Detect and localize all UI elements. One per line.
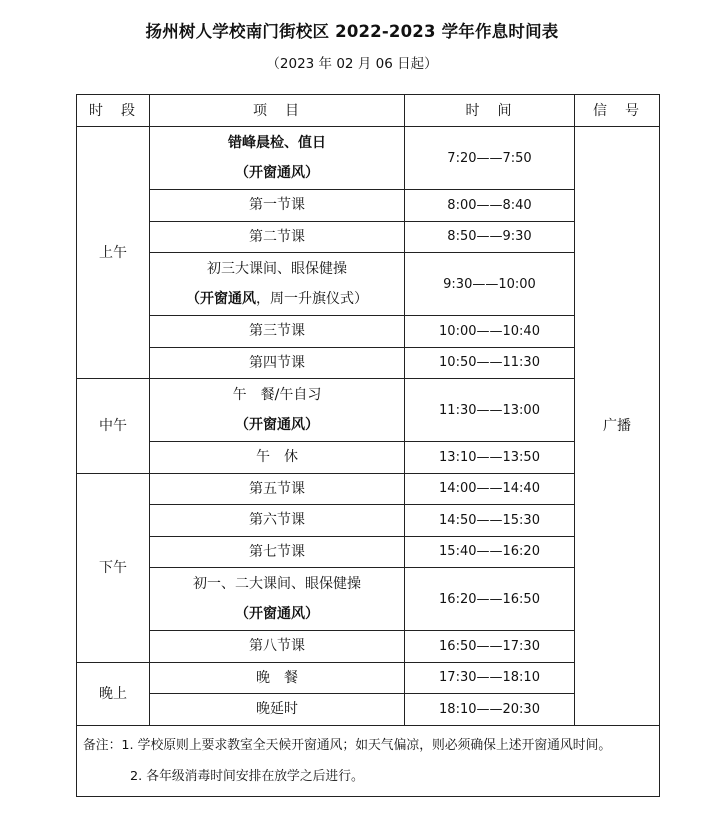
- schedule-item: 第八节课: [150, 631, 405, 663]
- item-line: （开窗通风）: [235, 606, 319, 622]
- header-signal: 信 号: [575, 95, 660, 127]
- table-row: [77, 473, 660, 505]
- schedule-item: 第二节课: [150, 221, 405, 253]
- schedule-item: 第六节课: [150, 505, 405, 537]
- schedule-time: 17:30——18:10: [405, 662, 575, 694]
- table-row: [77, 694, 660, 726]
- period-morning: 上午: [77, 127, 150, 379]
- schedule-item: [150, 568, 405, 631]
- table-row: [77, 190, 660, 222]
- page-subtitle: （2023 年 02 月 06 日起）: [266, 56, 438, 72]
- table-row: [77, 127, 660, 190]
- schedule-item: 第七节课: [150, 536, 405, 568]
- page-title: 扬州树人学校南门街校区 2022-2023 学年作息时间表: [145, 22, 559, 41]
- table-row: [77, 631, 660, 663]
- table-row: [77, 316, 660, 348]
- schedule-item: [150, 253, 405, 316]
- table-row: [77, 347, 660, 379]
- table-row: [77, 253, 660, 316]
- schedule-time: 7:20——7:50: [405, 127, 575, 190]
- schedule-time: 10:50——11:30: [405, 347, 575, 379]
- item-line: （开窗通风）: [235, 165, 319, 181]
- notes-row: [77, 725, 660, 796]
- note-item: 2. 各年级消毒时间安排在放学之后进行。: [130, 768, 364, 784]
- table-row: [77, 536, 660, 568]
- item-line: 初三大课间、眼保健操: [207, 261, 347, 277]
- table-row: [77, 379, 660, 442]
- note-line: [83, 730, 659, 761]
- header-period: 时 段: [77, 95, 150, 127]
- notes-label: 备注：: [83, 737, 122, 753]
- schedule-time: 8:00——8:40: [405, 190, 575, 222]
- item-line: （开窗通风）: [235, 417, 319, 433]
- schedule-item: [150, 127, 405, 190]
- schedule-item: 午 休: [150, 442, 405, 474]
- item-line: [150, 284, 404, 314]
- table-header-row: [77, 95, 660, 127]
- schedule-time: 16:50——17:30: [405, 631, 575, 663]
- schedule-time: 8:50——9:30: [405, 221, 575, 253]
- schedule-item: 第一节课: [150, 190, 405, 222]
- schedule-item: 第三节课: [150, 316, 405, 348]
- notes-cell: [77, 725, 660, 796]
- table-row: [77, 662, 660, 694]
- schedule-time: 15:40——16:20: [405, 536, 575, 568]
- schedule-time: 11:30——13:00: [405, 379, 575, 442]
- schedule-time: 14:00——14:40: [405, 473, 575, 505]
- item-line: 初一、二大课间、眼保健操: [193, 576, 361, 592]
- header-time: 时 间: [405, 95, 575, 127]
- period-noon: 中午: [77, 379, 150, 474]
- period-afternoon: 下午: [77, 473, 150, 662]
- note-line: [83, 761, 659, 792]
- schedule-time: 13:10——13:50: [405, 442, 575, 474]
- schedule-time: 10:00——10:40: [405, 316, 575, 348]
- table-row: [77, 505, 660, 537]
- note-item: 1. 学校原则上要求教室全天候开窗通风；如天气偏凉，则必须确保上述开窗通风时间。: [121, 737, 612, 753]
- item-line-bold-part: （开窗通风: [186, 291, 256, 307]
- schedule-item: 晚 餐: [150, 662, 405, 694]
- header-item: 项 目: [150, 95, 405, 127]
- schedule-item: 晚延时: [150, 694, 405, 726]
- table-row: [77, 442, 660, 474]
- item-line: 午 餐/午自习: [232, 387, 322, 403]
- table-row: [77, 568, 660, 631]
- item-line-normal-part: ，周一升旗仪式）: [256, 291, 368, 307]
- schedule-item: 第五节课: [150, 473, 405, 505]
- schedule-table: [76, 94, 660, 797]
- schedule-time: 18:10——20:30: [405, 694, 575, 726]
- table-row: [77, 221, 660, 253]
- schedule-time: 14:50——15:30: [405, 505, 575, 537]
- schedule-time: 16:20——16:50: [405, 568, 575, 631]
- period-evening: 晚上: [77, 662, 150, 725]
- signal-cell: 广播: [575, 127, 660, 726]
- schedule-time: 9:30——10:00: [405, 253, 575, 316]
- schedule-item: 第四节课: [150, 347, 405, 379]
- schedule-item: [150, 379, 405, 442]
- item-line: 错峰晨检、值日: [228, 135, 326, 151]
